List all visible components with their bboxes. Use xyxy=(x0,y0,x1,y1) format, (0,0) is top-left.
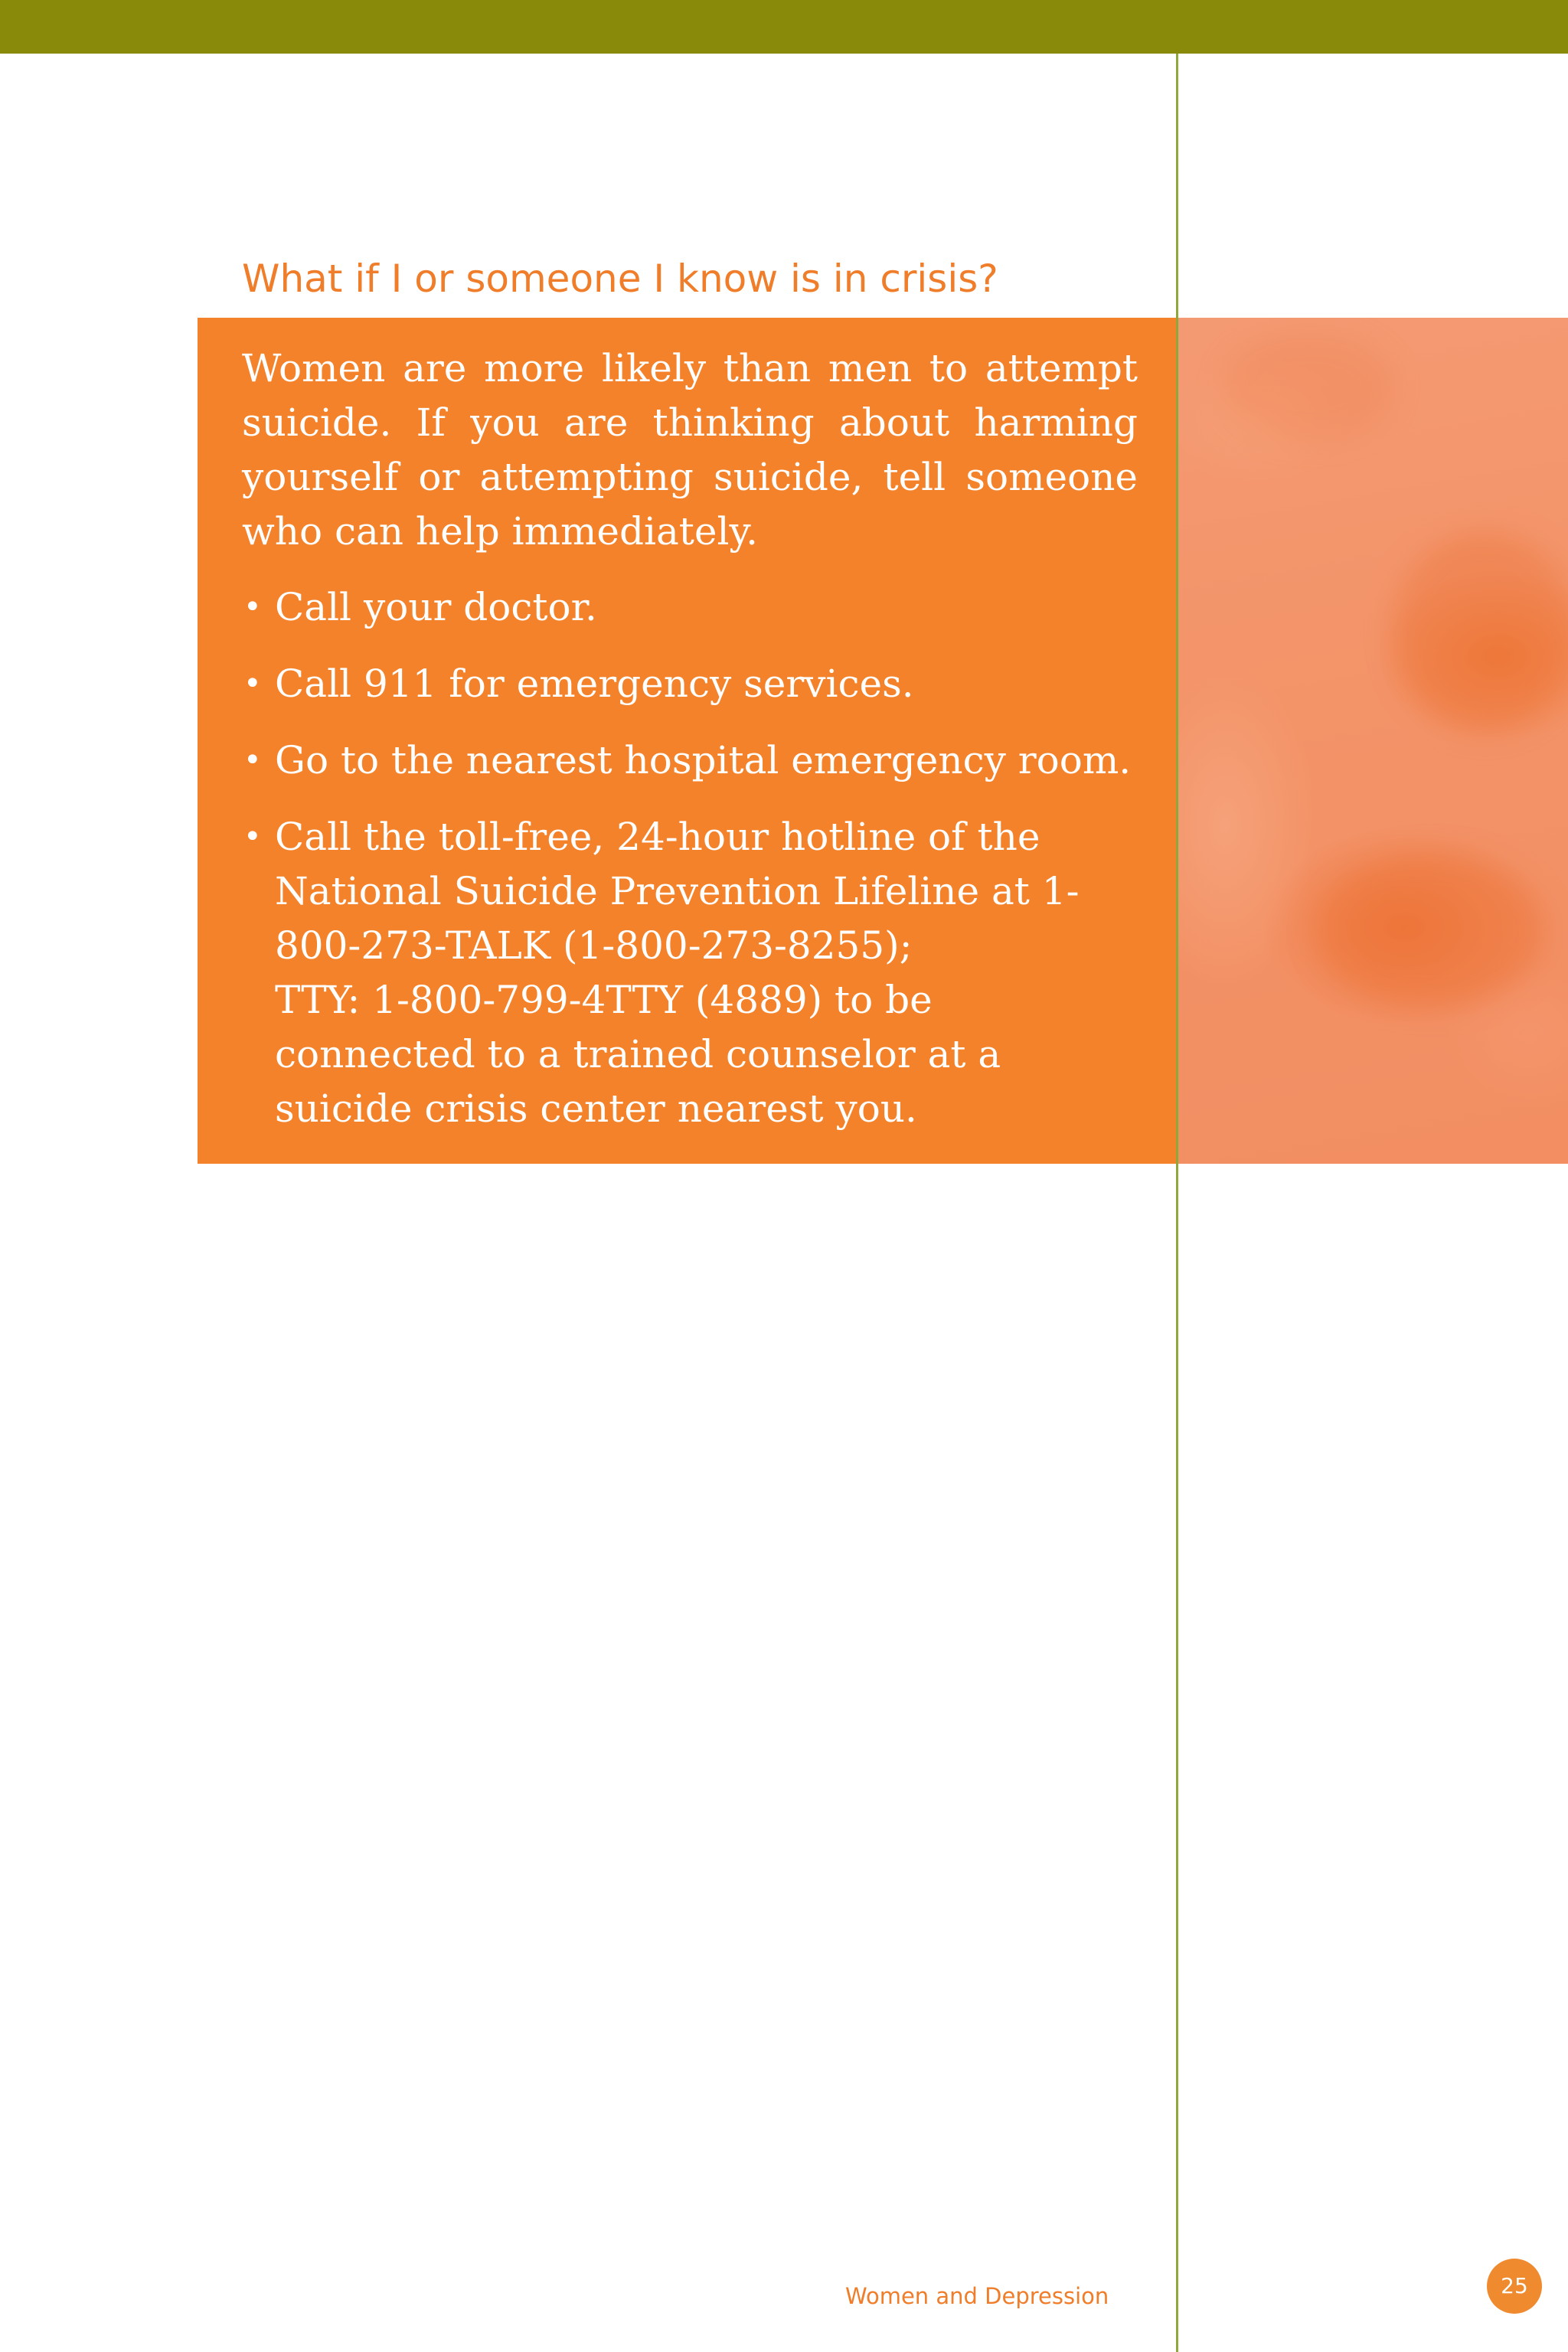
list-item-text: Call 911 for emergency services. xyxy=(275,662,914,706)
decorative-photo-panel xyxy=(1178,318,1568,1164)
list-item-hotline xyxy=(242,810,1138,1136)
tty-text: TTY: 1-800-799-4TTY (4889) to be connected to a trained counselor at a suicide crisis center nearest you. xyxy=(275,978,1001,1131)
intro-paragraph: Women are more likely than men to attempt suicide. If you are thinking about harming yourself or attempting suicide, tell someone who can help immediately. xyxy=(242,346,1138,554)
list-item-text: Go to the nearest hospital emergency room. xyxy=(275,738,1132,782)
bullet-icon: • xyxy=(243,819,262,854)
footer-publication-title: Women and Depression xyxy=(845,2283,1109,2309)
list-item xyxy=(242,733,1138,788)
crisis-actions-list xyxy=(242,580,1138,1136)
photo-texture xyxy=(1393,532,1568,731)
bullet-icon: • xyxy=(243,743,262,778)
top-color-bar xyxy=(0,0,1568,54)
page-number-badge: 25 xyxy=(1487,2259,1542,2314)
bullet-icon: • xyxy=(243,666,262,701)
list-item xyxy=(242,657,1138,711)
list-item-text: Call your doctor. xyxy=(275,585,597,629)
photo-texture xyxy=(1316,854,1546,1007)
list-item xyxy=(242,580,1138,635)
section-heading: What if I or someone I know is in crisis? xyxy=(242,256,998,301)
callout-content xyxy=(242,341,1138,1158)
hotline-text: Call the toll-free, 24-hour hotline of the National Suicide Prevention Lifeline at 1-800-273-TALK (1-800-273-8255); xyxy=(275,815,1080,968)
bullet-icon: • xyxy=(243,590,262,625)
photo-texture xyxy=(1224,333,1393,440)
